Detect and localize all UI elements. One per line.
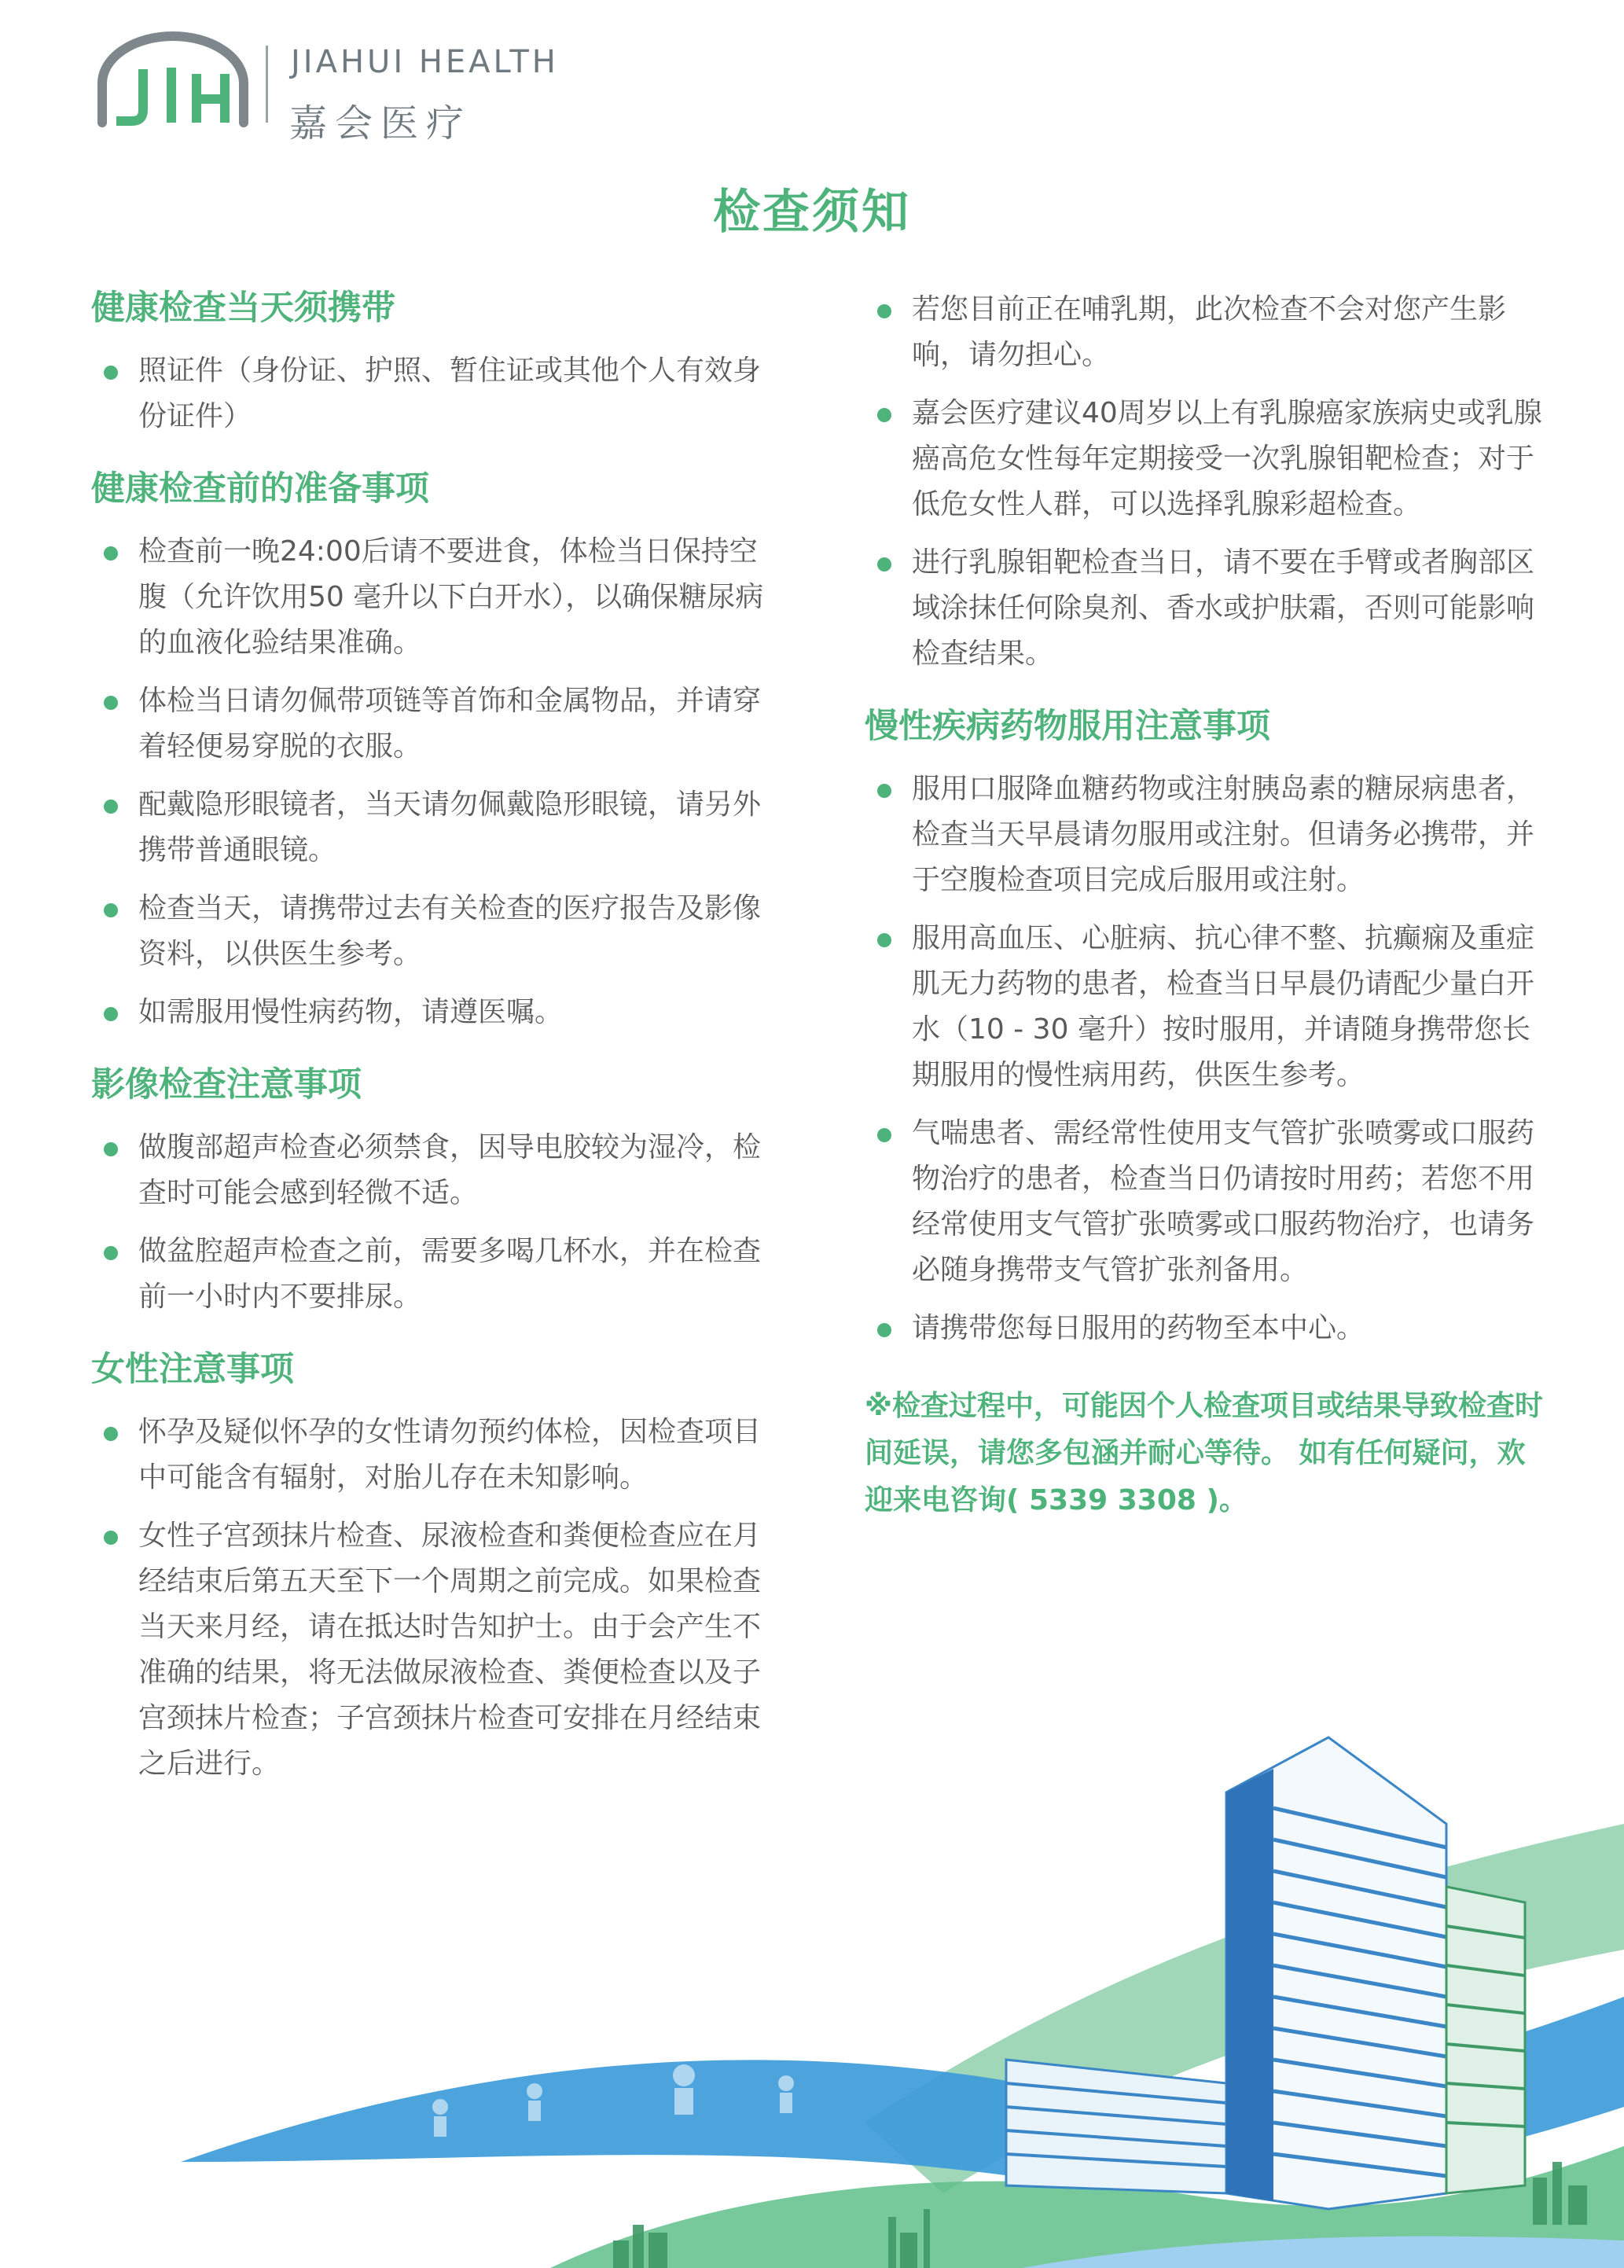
hospital-side-wing — [1446, 1887, 1525, 2193]
list-item — [865, 916, 1549, 1098]
list-item — [91, 529, 775, 666]
list-item-text: 配戴隐形眼镜者，当天请勿佩戴隐形眼镜，请另外携带普通眼镜。 — [138, 788, 762, 866]
hospital-tower — [1226, 1737, 1446, 2209]
section-women-continued — [865, 287, 1549, 677]
bullet-icon — [877, 933, 891, 947]
list-item-text: 嘉会医疗建议40周岁以上有乳腺癌家族病史或乳腺癌高危女性每年定期接受一次乳腺钼靶检查；对于低危女性人群，可以选择乳腺彩超检查。 — [912, 397, 1542, 520]
list-item-text: 若您目前正在哺乳期，此次检查不会对您产生影响，请勿担心。 — [912, 293, 1507, 371]
section-chronic-medication — [865, 705, 1549, 1351]
list-item-text: 检查前一晚24:00后请不要进食，体检当日保持空腹（允许饮用50 毫升以下白开水），以确保糖尿病的血液化验结果准确。 — [138, 535, 764, 659]
list-item — [865, 1306, 1549, 1351]
section-title: 慢性疾病药物服用注意事项 — [865, 707, 1270, 746]
list-item — [91, 1229, 775, 1320]
bullet-icon — [877, 408, 891, 422]
list-item-text: 检查当天，请携带过去有关检查的医疗报告及影像资料，以供医生参考。 — [138, 891, 762, 970]
list-item — [865, 287, 1549, 378]
section-imaging — [91, 1064, 775, 1320]
list-item-text: 怀孕及疑似怀孕的女性请勿预约体检，因检查项目中可能含有辐射，对胎儿存在未知影响。 — [138, 1415, 762, 1494]
bullet-icon — [104, 903, 118, 917]
section-title: 女性注意事项 — [91, 1349, 294, 1389]
bullet-icon — [104, 799, 118, 814]
list-item — [91, 1410, 775, 1501]
brand-logo — [94, 28, 582, 145]
list-item-text: 做盆腔超声检查之前，需要多喝几杯水，并在检查前一小时内不要排尿。 — [138, 1234, 762, 1313]
list-item-text: 女性子宫颈抹片检查、尿液检查和粪便检查应在月经结束后第五天至下一个周期之前完成。如果检查当天来月经，请在抵达时告知护士。由于会产生不准确的结果，将无法做尿液检查、粪便检查以及子宫颈抹片检查；子宫颈抹片检查可安排在月经结束之后进行。 — [138, 1519, 762, 1780]
list-item-text: 气喘患者、需经常性使用支气管扩张喷雾或口服药物治疗的患者，检查当日仍请按时用药；若您不用经常使用支气管扩张喷雾或口服药物治疗，也请务必随身携带支气管扩张剂备用。 — [912, 1116, 1535, 1286]
list-item-text: 体检当日请勿佩带项链等首饰和金属物品，并请穿着轻便易穿脱的衣服。 — [138, 684, 762, 763]
brand-name-en: JIAHUI HEALTH — [291, 44, 559, 80]
bullet-icon — [104, 696, 118, 710]
bullet-icon — [877, 304, 891, 318]
list-item — [865, 391, 1549, 527]
left-column — [91, 287, 775, 1815]
bullet-icon — [104, 1142, 118, 1156]
list-item — [865, 766, 1549, 903]
bullet-icon — [877, 1323, 891, 1337]
list-item — [91, 782, 775, 873]
bullet-icon — [104, 1246, 118, 1260]
list-item-text: 服用口服降血糖药物或注射胰岛素的糖尿病患者，检查当天早晨请勿服用或注射。但请务必携带，并于空腹检查项目完成后服用或注射。 — [912, 772, 1535, 896]
section-preparation — [91, 468, 775, 1035]
section-title: 影像检查注意事项 — [91, 1064, 362, 1105]
bullet-icon — [104, 1427, 118, 1441]
list-item — [91, 678, 775, 770]
bullet-icon — [877, 784, 891, 798]
bullet-icon — [104, 1531, 118, 1545]
list-item-text: 请携带您每日服用的药物至本中心。 — [912, 1311, 1365, 1344]
right-column — [865, 287, 1549, 1524]
bullet-icon — [877, 557, 891, 572]
brand-name-cn: 嘉会医疗 — [289, 101, 472, 145]
bullet-icon — [104, 546, 118, 561]
list-item-text: 如需服用慢性病药物，请遵医嘱。 — [138, 995, 564, 1028]
page-title: 检查须知 — [713, 185, 911, 240]
jih-logo-icon — [94, 28, 252, 130]
list-item — [91, 348, 775, 439]
list-item-text: 进行乳腺钼靶检查当日，请不要在手臂或者胸部区域涂抹任何除臭剂、香水或护肤霜，否则可能影响检查结果。 — [912, 546, 1535, 670]
list-item — [91, 1125, 775, 1216]
list-item — [865, 1111, 1549, 1293]
list-item — [91, 886, 775, 977]
list-item — [91, 990, 775, 1035]
list-item-text: 照证件（身份证、护照、暂住证或其他个人有效身份证件） — [138, 354, 762, 432]
bullet-icon — [104, 366, 118, 380]
list-item — [865, 540, 1549, 677]
hospital-illustration — [0, 1690, 1624, 2268]
footnote: ※检查过程中，可能因个人检查项目或结果导致检查时间延误，请您多包涵并耐心等待。 如有任何疑问，欢迎来电咨询( 5339 3308 )。 — [865, 1389, 1543, 1516]
hospital-low-wing — [1006, 2060, 1226, 2193]
section-title: 健康检查前的准备事项 — [91, 469, 429, 509]
bullet-icon — [104, 1007, 118, 1021]
section-title: 健康检查当天须携带 — [91, 289, 395, 328]
section-carry-items — [91, 287, 775, 439]
bullet-icon — [877, 1128, 891, 1142]
logo-divider — [266, 46, 268, 123]
list-item-text: 做腹部超声检查必须禁食，因导电胶较为湿冷，检查时可能会感到轻微不适。 — [138, 1130, 762, 1209]
list-item-text: 服用高血压、心脏病、抗心律不整、抗癫痫及重症肌无力药物的患者，检查当日早晨仍请配少量白开水（10 - 30 毫升）按时服用，并请随身携带您长期服用的慢性病用药，供医生参考。 — [912, 921, 1535, 1091]
